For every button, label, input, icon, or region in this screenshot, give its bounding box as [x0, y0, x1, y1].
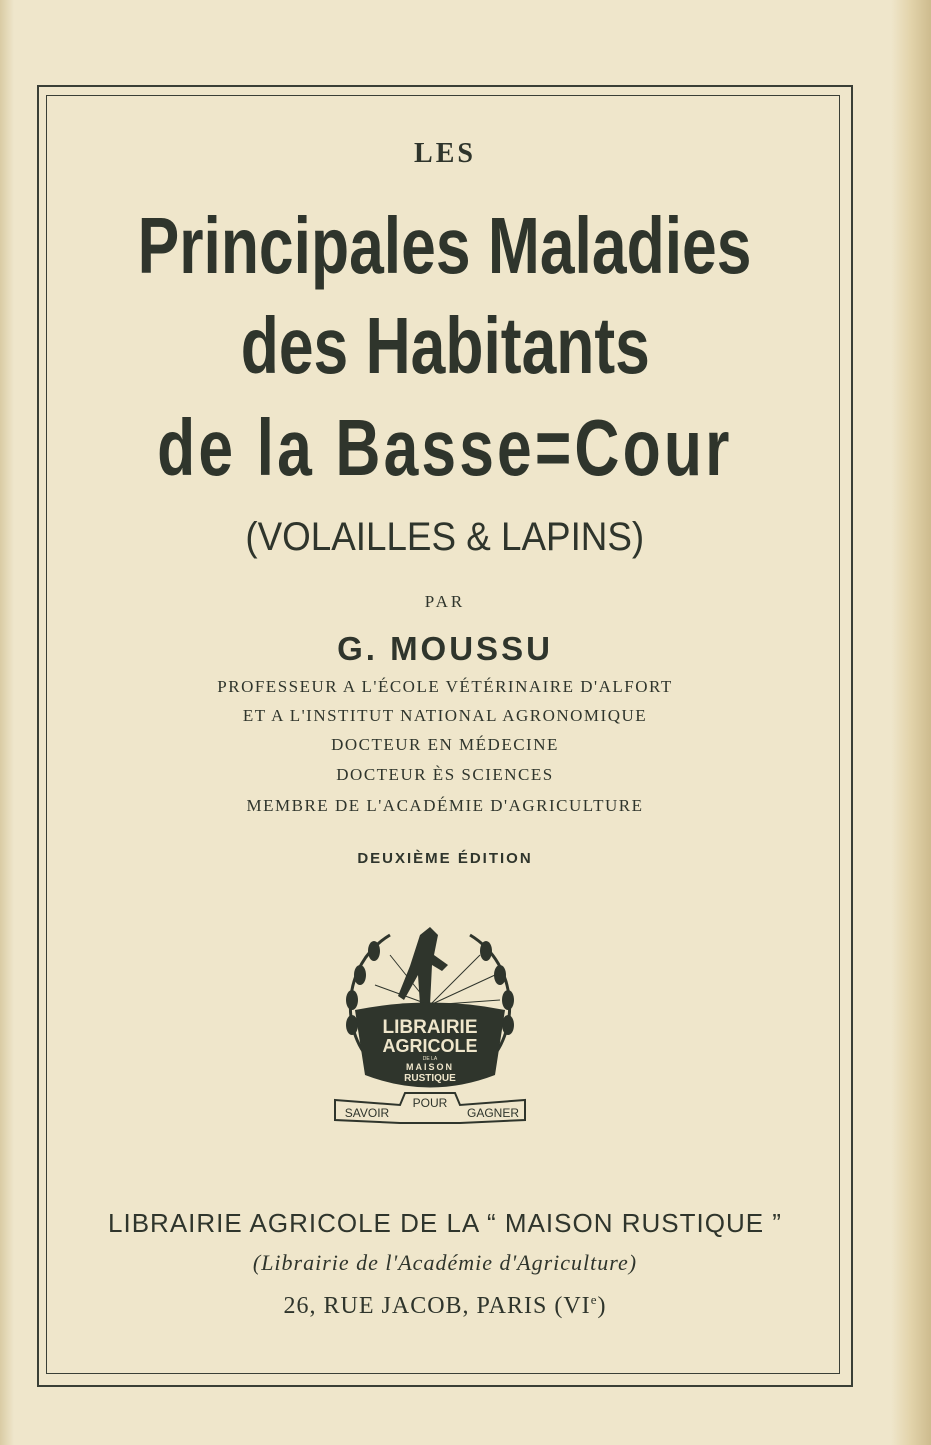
pre-title: LES [414, 138, 476, 169]
title-line-3 [37, 402, 853, 495]
title-line-2 [37, 300, 853, 393]
credential: DOCTEUR EN MÉDECINE [331, 735, 559, 754]
logo-text: POUR [412, 1096, 448, 1110]
title-text: de la Basse=Cour [157, 403, 733, 492]
subtitle [37, 515, 853, 560]
author-name: G. MOUSSU [337, 630, 553, 667]
credential: MEMBRE DE L'ACADÉMIE D'AGRICULTURE [246, 796, 644, 815]
logo-text: LIBRAIRIE [382, 1017, 478, 1038]
logo-text: GAGNER [466, 1106, 520, 1120]
credential: ET A L'INSTITUT NATIONAL AGRONOMIQUE [242, 706, 648, 725]
title-line-1 [37, 200, 853, 293]
logo-text: SAVOIR [344, 1106, 390, 1120]
page-edge-right [891, 0, 931, 1445]
sower-figure [398, 927, 448, 1005]
subtitle-text: (VOLAILLES & LAPINS) [245, 515, 645, 559]
publisher-logo-icon [330, 915, 530, 1125]
title-text: des Habitants [240, 301, 650, 390]
logo-text: RUSTIQUE [404, 1073, 456, 1084]
logo-text: AGRICOLE [382, 1036, 478, 1056]
page-edge-left [0, 0, 14, 1445]
edition: DEUXIÈME ÉDITION [357, 850, 533, 867]
title-text: Principales Maladies [138, 201, 752, 290]
address-superscript: e [590, 1292, 598, 1307]
credential: DOCTEUR ÈS SCIENCES [336, 765, 554, 784]
publisher-address [37, 1292, 853, 1320]
address-end: ) [597, 1293, 607, 1319]
logo-text: DE LA [422, 1056, 438, 1062]
by-label: PAR [424, 592, 466, 611]
publisher-note: (Librairie de l'Académie d'Agriculture) [252, 1250, 638, 1275]
credential: PROFESSEUR A L'ÉCOLE VÉTÉRINAIRE D'ALFORT [217, 677, 673, 696]
address-text: 26, RUE JACOB, PARIS (VI [283, 1293, 591, 1319]
logo-text: MAISON [406, 1062, 454, 1072]
publisher-name: LIBRAIRIE AGRICOLE DE LA “ MAISON RUSTIQUE ” [108, 1208, 782, 1238]
